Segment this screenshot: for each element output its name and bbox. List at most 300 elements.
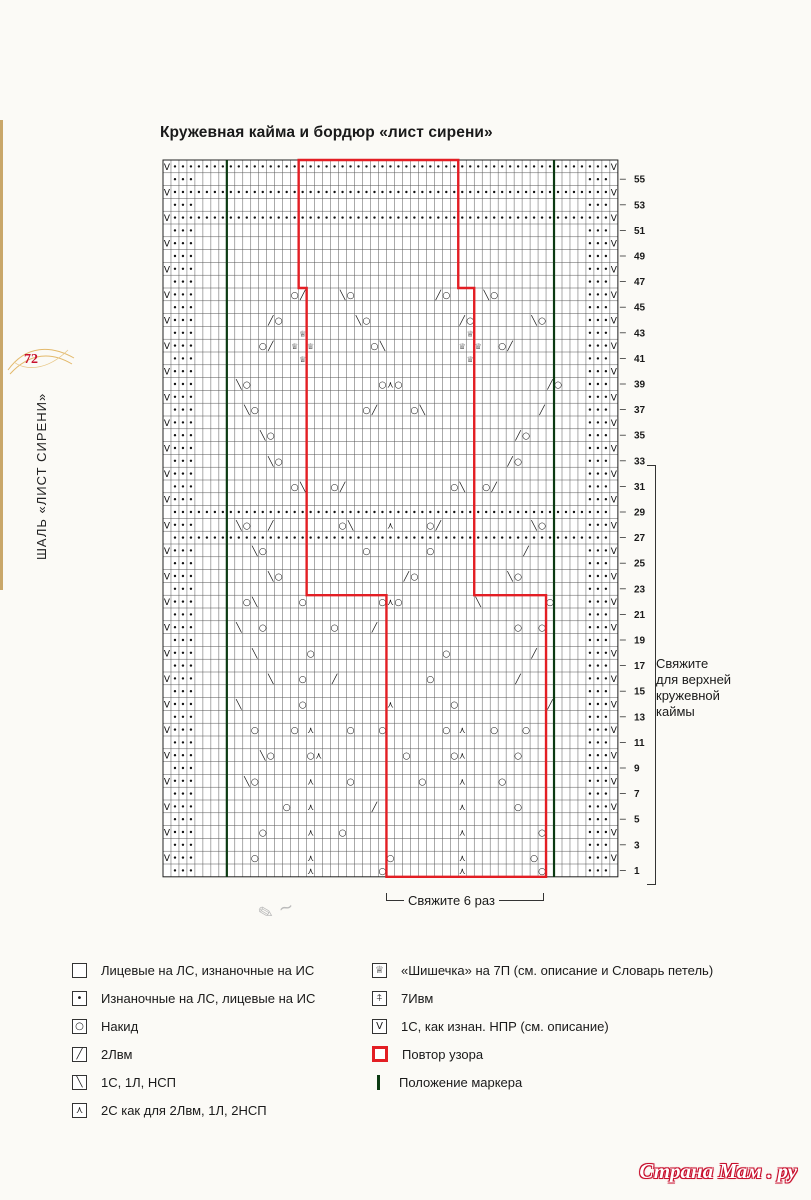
purl-dot-mark	[597, 831, 599, 833]
purl-dot-mark	[317, 165, 319, 167]
purl-dot-mark	[557, 511, 559, 513]
bobble-mark: ♕	[307, 342, 315, 352]
purl-dot-mark	[437, 536, 439, 538]
purl-dot-mark	[605, 664, 607, 666]
purl-dot-mark	[589, 856, 591, 858]
row-number: 3	[634, 840, 640, 852]
purl-dot-mark	[174, 396, 176, 398]
circle-icon: ○	[72, 1019, 87, 1034]
slip-stitch-mark: V	[610, 777, 617, 788]
purl-dot-mark	[605, 434, 607, 436]
purl-dot-mark	[605, 639, 607, 641]
purl-dot-mark	[565, 536, 567, 538]
purl-dot-mark	[605, 293, 607, 295]
purl-dot-mark	[589, 332, 591, 334]
purl-dot-mark	[605, 383, 607, 385]
legend-text: 7Ивм	[401, 990, 434, 1006]
purl-dot-mark	[605, 319, 607, 321]
purl-dot-mark	[174, 332, 176, 334]
pencil-mark-icon: ✎ ~	[255, 895, 296, 926]
purl-dot-mark	[437, 191, 439, 193]
purl-dot-mark	[437, 165, 439, 167]
purl-dot-mark	[605, 268, 607, 270]
purl-dot-mark	[238, 191, 240, 193]
purl-dot-mark	[174, 511, 176, 513]
purl-dot-mark	[174, 754, 176, 756]
slip-stitch-mark: V	[610, 393, 617, 404]
stitch-symbol-mark: ⋏	[458, 866, 466, 877]
stitch-symbol-mark: ○	[290, 290, 299, 301]
purl-dot-mark	[605, 204, 607, 206]
purl-dot-mark	[333, 511, 335, 513]
stitch-symbol-mark: ╱	[435, 521, 442, 532]
purl-dot-mark	[182, 690, 184, 692]
purl-dot-mark	[597, 664, 599, 666]
legend-left	[72, 956, 315, 1124]
row-number: 15	[634, 686, 646, 698]
purl-dot-mark	[413, 191, 415, 193]
stitch-symbol-mark: ○	[538, 316, 546, 327]
purl-dot-mark	[285, 191, 287, 193]
legend-text: «Шишечка» на 7П (см. описание и Словарь петель)	[401, 962, 714, 978]
row-number: 23	[634, 584, 646, 596]
purl-dot-mark	[605, 511, 607, 513]
purl-dot-mark	[477, 216, 479, 218]
stitch-symbol-mark: ○	[258, 546, 267, 557]
purl-dot-mark	[190, 191, 192, 193]
stitch-symbol-mark: ○	[306, 649, 315, 660]
purl-dot-mark	[246, 216, 248, 218]
purl-dot-mark	[262, 511, 264, 513]
purl-dot-mark	[174, 716, 176, 718]
stitch-symbol-mark: ╲	[236, 623, 242, 634]
purl-dot-mark	[597, 178, 599, 180]
purl-dot-mark	[301, 511, 303, 513]
stitch-symbol-mark: ○	[274, 457, 283, 468]
v-icon: V	[372, 1019, 387, 1034]
stitch-symbol-mark: ╲	[483, 290, 489, 301]
purl-dot-mark	[182, 856, 184, 858]
stitch-symbol-mark: ○	[482, 482, 491, 493]
purl-dot-mark	[190, 741, 192, 743]
stitch-symbol-mark: ╲	[347, 521, 354, 532]
purl-dot-mark	[309, 536, 311, 538]
purl-dot-mark	[397, 216, 399, 218]
purl-dot-mark	[597, 511, 599, 513]
purl-dot-mark	[182, 818, 184, 820]
purl-dot-mark	[190, 511, 192, 513]
bobble-mark: ♕	[299, 354, 307, 364]
stitch-symbol-mark: ⋏	[307, 802, 314, 813]
row-number: 25	[634, 558, 646, 570]
purl-dot-mark	[589, 716, 591, 718]
purl-dot-mark	[174, 268, 176, 270]
slip-stitch-mark: V	[610, 572, 617, 583]
stitch-symbol-mark: ╲	[507, 572, 513, 583]
stitch-symbol-mark: ○	[538, 866, 546, 877]
purl-dot-mark	[597, 562, 599, 564]
slip-stitch-mark: V	[163, 751, 171, 762]
purl-dot-mark	[174, 293, 176, 295]
slip-stitch-mark: V	[610, 265, 617, 276]
purl-dot-mark	[589, 626, 591, 628]
purl-dot-mark	[597, 165, 599, 167]
purl-dot-mark	[597, 319, 599, 321]
purl-dot-mark	[182, 639, 184, 641]
purl-dot-mark	[605, 408, 607, 410]
slip-stitch-mark: V	[163, 342, 171, 353]
dot-icon: •	[72, 991, 87, 1006]
slip-stitch-mark: V	[610, 444, 617, 455]
stitch-symbol-mark: ○	[554, 380, 562, 391]
stitch-symbol-mark: ○	[426, 674, 435, 685]
slip-stitch-mark: V	[163, 214, 171, 225]
stitch-symbol-mark: ⋏	[458, 854, 466, 865]
purl-dot-mark	[597, 844, 599, 846]
purl-dot-mark	[174, 856, 176, 858]
purl-dot-mark	[397, 191, 399, 193]
purl-dot-mark	[605, 421, 607, 423]
purl-dot-mark	[190, 485, 192, 487]
purl-dot-mark	[541, 511, 543, 513]
purl-dot-mark	[541, 216, 543, 218]
purl-dot-mark	[190, 562, 192, 564]
purl-dot-mark	[589, 165, 591, 167]
purl-dot-mark	[597, 421, 599, 423]
purl-dot-mark	[198, 511, 200, 513]
stitch-symbol-mark: ⋏	[307, 866, 314, 877]
stitch-symbol-mark: ○	[418, 777, 427, 788]
purl-dot-mark	[174, 242, 176, 244]
purl-dot-mark	[565, 216, 567, 218]
stitch-symbol-mark: ○	[258, 623, 267, 634]
row-number: 37	[634, 405, 646, 417]
purl-dot-mark	[597, 332, 599, 334]
purl-dot-mark	[174, 818, 176, 820]
purl-dot-mark	[597, 767, 599, 769]
purl-dot-mark	[525, 511, 527, 513]
purl-dot-mark	[557, 165, 559, 167]
row-number: 19	[634, 635, 646, 647]
purl-dot-mark	[605, 280, 607, 282]
purl-dot-mark	[597, 204, 599, 206]
purl-dot-mark	[549, 536, 551, 538]
legend-text: Накид	[101, 1018, 139, 1034]
purl-dot-mark	[589, 306, 591, 308]
purl-dot-mark	[597, 280, 599, 282]
purl-dot-mark	[389, 191, 391, 193]
legend-item-bobble	[372, 956, 713, 984]
legend-text: Положение маркера	[399, 1074, 523, 1090]
purl-dot-mark	[174, 498, 176, 500]
purl-dot-mark	[238, 511, 240, 513]
purl-dot-mark	[174, 613, 176, 615]
purl-dot-mark	[174, 562, 176, 564]
purl-dot-mark	[605, 741, 607, 743]
stitch-symbol-mark: ╱	[403, 572, 410, 583]
purl-dot-mark	[278, 536, 280, 538]
row-number: 41	[634, 353, 646, 365]
stitch-symbol-mark: ○	[450, 751, 459, 762]
purl-dot-mark	[365, 536, 367, 538]
stitch-symbol-mark: ○	[538, 623, 546, 634]
slip-stitch-mark: V	[610, 290, 617, 301]
purl-dot-mark	[190, 690, 192, 692]
purl-dot-mark	[589, 370, 591, 372]
row-number: 39	[634, 379, 646, 391]
purl-dot-mark	[589, 408, 591, 410]
purl-dot-mark	[597, 216, 599, 218]
purl-dot-mark	[285, 216, 287, 218]
purl-dot-mark	[605, 767, 607, 769]
stitch-symbol-mark: ○	[282, 802, 291, 813]
purl-dot-mark	[349, 511, 351, 513]
purl-dot-mark	[301, 536, 303, 538]
purl-dot-mark	[589, 204, 591, 206]
purl-dot-mark	[597, 716, 599, 718]
purl-dot-mark	[605, 447, 607, 449]
stitch-symbol-mark: ○	[250, 406, 259, 417]
slip-stitch-mark: V	[610, 674, 617, 685]
purl-dot-mark	[341, 165, 343, 167]
stitch-symbol-mark: ╲	[355, 316, 362, 327]
purl-dot-mark	[182, 588, 184, 590]
purl-dot-mark	[597, 370, 599, 372]
purl-dot-mark	[182, 780, 184, 782]
purl-dot-mark	[182, 869, 184, 871]
purl-dot-mark	[190, 434, 192, 436]
purl-dot-mark	[174, 600, 176, 602]
purl-dot-mark	[174, 216, 176, 218]
purl-dot-mark	[174, 460, 176, 462]
purl-dot-mark	[182, 600, 184, 602]
purl-dot-mark	[597, 818, 599, 820]
purl-dot-mark	[190, 344, 192, 346]
stitch-symbol-mark: ╱	[371, 623, 378, 634]
purl-dot-mark	[357, 191, 359, 193]
purl-dot-mark	[389, 216, 391, 218]
purl-dot-mark	[597, 447, 599, 449]
purl-dot-mark	[557, 536, 559, 538]
purl-dot-mark	[453, 216, 455, 218]
purl-dot-mark	[206, 165, 208, 167]
purl-dot-mark	[501, 191, 503, 193]
purl-dot-mark	[461, 191, 463, 193]
stitch-symbol-mark: ╱	[507, 342, 513, 353]
purl-dot-mark	[605, 255, 607, 257]
purl-dot-mark	[174, 741, 176, 743]
purl-dot-mark	[533, 216, 535, 218]
purl-dot-mark	[389, 536, 391, 538]
purl-dot-mark	[365, 191, 367, 193]
slash-icon: ╱	[72, 1047, 87, 1062]
purl-dot-mark	[278, 511, 280, 513]
purl-dot-mark	[278, 165, 280, 167]
purl-dot-mark	[485, 536, 487, 538]
slip-stitch-mark: V	[610, 162, 617, 173]
purl-dot-mark	[309, 216, 311, 218]
purl-dot-mark	[605, 357, 607, 359]
purl-dot-mark	[589, 229, 591, 231]
marker-bar-icon	[372, 1076, 385, 1089]
purl-dot-mark	[190, 396, 192, 398]
purl-dot-mark	[597, 639, 599, 641]
row-number: 11	[634, 737, 645, 749]
stitch-symbol-mark: ╲	[299, 482, 306, 493]
purl-dot-mark	[421, 165, 423, 167]
purl-dot-mark	[246, 165, 248, 167]
purl-dot-mark	[533, 191, 535, 193]
purl-dot-mark	[597, 524, 599, 526]
purl-dot-mark	[605, 677, 607, 679]
row-number: 35	[634, 430, 646, 442]
purl-dot-mark	[182, 344, 184, 346]
purl-dot-mark	[549, 216, 551, 218]
purl-dot-mark	[278, 191, 280, 193]
purl-dot-mark	[525, 191, 527, 193]
stitch-symbol-mark: ⋏	[387, 521, 394, 532]
stitch-symbol-mark: ○	[378, 866, 387, 877]
purl-dot-mark	[597, 396, 599, 398]
purl-dot-mark	[469, 191, 471, 193]
purl-dot-mark	[605, 869, 607, 871]
purl-dot-mark	[453, 165, 455, 167]
purl-dot-mark	[597, 472, 599, 474]
purl-dot-mark	[182, 741, 184, 743]
purl-dot-mark	[453, 536, 455, 538]
purl-dot-mark	[190, 613, 192, 615]
purl-dot-mark	[254, 165, 256, 167]
purl-dot-mark	[589, 728, 591, 730]
slip-stitch-mark: V	[610, 854, 617, 865]
bobble-mark: ♕	[466, 354, 474, 364]
purl-dot-mark	[405, 511, 407, 513]
purl-dot-mark	[198, 536, 200, 538]
empty-square-icon	[72, 963, 87, 978]
purl-dot-mark	[461, 511, 463, 513]
stitch-symbol-mark: ╱	[547, 380, 553, 391]
stitch-symbol-mark: ╲	[236, 380, 242, 391]
purl-dot-mark	[421, 191, 423, 193]
slip-stitch-mark: V	[163, 239, 171, 250]
purl-dot-mark	[182, 664, 184, 666]
purl-dot-mark	[525, 165, 527, 167]
stitch-symbol-mark: ○	[306, 751, 315, 762]
purl-dot-mark	[421, 511, 423, 513]
purl-dot-mark	[581, 511, 583, 513]
row-number: 9	[634, 763, 640, 775]
purl-dot-mark	[597, 588, 599, 590]
slip-stitch-mark: V	[163, 290, 171, 301]
purl-dot-mark	[589, 677, 591, 679]
purl-dot-mark	[182, 434, 184, 436]
stitch-symbol-mark: ○	[242, 521, 251, 532]
purl-dot-mark	[597, 242, 599, 244]
purl-dot-mark	[357, 511, 359, 513]
purl-dot-mark	[589, 216, 591, 218]
purl-dot-mark	[589, 575, 591, 577]
bobble-mark: ♕	[466, 329, 474, 339]
purl-dot-mark	[605, 754, 607, 756]
purl-dot-mark	[190, 306, 192, 308]
purl-dot-mark	[573, 536, 575, 538]
purl-dot-mark	[605, 485, 607, 487]
purl-dot-mark	[182, 178, 184, 180]
purl-dot-mark	[333, 216, 335, 218]
row-number: 45	[634, 302, 646, 314]
section-title-vertical: ШАЛЬ «ЛИСТ СИРЕНИ»	[34, 392, 49, 560]
purl-dot-mark	[589, 805, 591, 807]
purl-dot-mark	[182, 421, 184, 423]
purl-dot-mark	[190, 165, 192, 167]
slip-stitch-mark: V	[163, 777, 171, 788]
purl-dot-mark	[317, 216, 319, 218]
slip-stitch-mark: V	[163, 854, 171, 865]
purl-dot-mark	[182, 805, 184, 807]
purl-dot-mark	[182, 447, 184, 449]
purl-dot-mark	[230, 165, 232, 167]
row-number: 51	[634, 225, 646, 237]
purl-dot-mark	[589, 242, 591, 244]
purl-dot-mark	[222, 216, 224, 218]
stitch-symbol-mark: ╲	[244, 406, 250, 417]
purl-dot-mark	[365, 511, 367, 513]
purl-dot-mark	[190, 460, 192, 462]
purl-dot-mark	[541, 536, 543, 538]
purl-dot-mark	[533, 511, 535, 513]
purl-dot-mark	[589, 792, 591, 794]
purl-dot-mark	[174, 485, 176, 487]
purl-dot-mark	[254, 216, 256, 218]
purl-dot-mark	[597, 229, 599, 231]
purl-dot-mark	[190, 178, 192, 180]
purl-dot-mark	[325, 165, 327, 167]
stitch-symbol-mark: ○	[466, 316, 475, 327]
slip-stitch-mark: V	[610, 316, 617, 327]
stitch-symbol-mark: ○	[426, 521, 435, 532]
purl-dot-mark	[270, 536, 272, 538]
legend-item-purl	[72, 984, 315, 1012]
purl-dot-mark	[597, 383, 599, 385]
purl-dot-mark	[190, 652, 192, 654]
purl-dot-mark	[325, 536, 327, 538]
purl-dot-mark	[509, 511, 511, 513]
purl-dot-mark	[605, 524, 607, 526]
stitch-symbol-mark: ○	[242, 380, 251, 391]
purl-dot-mark	[589, 255, 591, 257]
purl-dot-mark	[509, 165, 511, 167]
purl-dot-mark	[437, 216, 439, 218]
purl-dot-mark	[589, 831, 591, 833]
purl-dot-mark	[405, 165, 407, 167]
purl-dot-mark	[573, 511, 575, 513]
purl-dot-mark	[469, 165, 471, 167]
purl-dot-mark	[190, 780, 192, 782]
row-number: 7	[634, 789, 640, 801]
legend-item-repeat	[372, 1040, 713, 1068]
purl-dot-mark	[309, 511, 311, 513]
purl-dot-mark	[238, 165, 240, 167]
purl-dot-mark	[190, 626, 192, 628]
purl-dot-mark	[174, 792, 176, 794]
stitch-symbol-mark: ╲	[475, 598, 481, 609]
purl-dot-mark	[605, 792, 607, 794]
row-number: 27	[634, 533, 646, 545]
stitch-symbol-mark: ○	[522, 431, 531, 442]
purl-dot-mark	[333, 191, 335, 193]
purl-dot-mark	[357, 536, 359, 538]
purl-dot-mark	[182, 652, 184, 654]
